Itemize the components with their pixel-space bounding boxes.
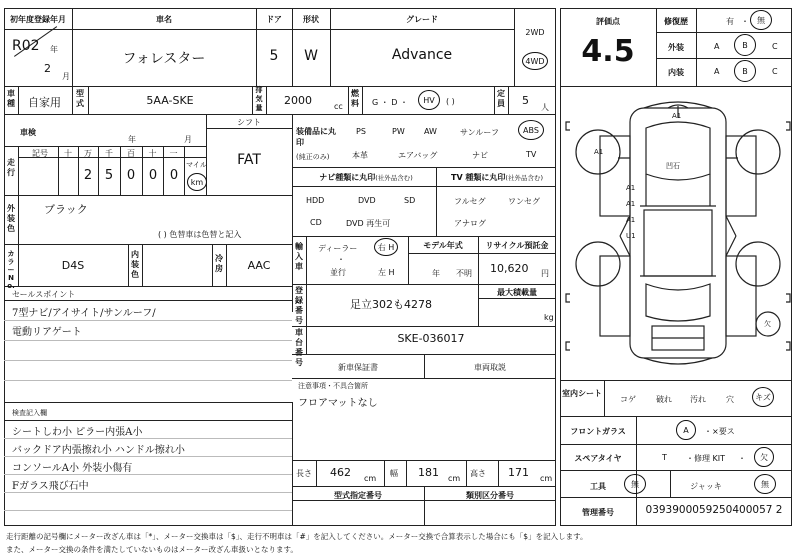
- interior-b-circled: B: [734, 60, 756, 82]
- fuel-paren: ( ): [446, 97, 455, 106]
- mark-left-front: A1: [594, 148, 604, 156]
- tools-label: 工具: [590, 482, 606, 491]
- import-dealer: ディーラー: [318, 244, 358, 253]
- capacity-value: 5: [522, 94, 529, 107]
- fuel-hv-circled: HV: [418, 90, 440, 110]
- notes-label: 注意事項・不具合箇所: [298, 382, 368, 390]
- exterior-c: C: [772, 42, 778, 51]
- inspector-note-4: Fガラス飛び石中: [12, 481, 89, 492]
- repair-no-circled: 無: [750, 10, 772, 30]
- repair-yes: 有: [726, 17, 734, 26]
- nav-dvd: DVD: [358, 196, 376, 205]
- month-unit: 月: [62, 72, 70, 81]
- room-label: 室内シート: [562, 389, 602, 398]
- category-value: 自家用: [28, 96, 61, 109]
- notes-value: フロアマットなし: [298, 398, 378, 409]
- type-cert-label: 型式指定番号: [334, 491, 382, 500]
- equip-aw: AW: [424, 127, 437, 136]
- type-label: 型式: [76, 89, 84, 108]
- grade-value: Advance: [391, 47, 453, 63]
- room-scratch-circled: キズ: [752, 387, 774, 407]
- import-parallel: 並行: [330, 268, 346, 277]
- insp-month-unit: 月: [184, 135, 192, 144]
- front-glass-x: ・×要ス: [704, 427, 735, 436]
- digit-header-0: 十: [64, 149, 72, 158]
- reg-no-value: 足立302も4278: [350, 298, 432, 311]
- first-reg-label: 初年度登録年月: [10, 15, 66, 24]
- length-unit: cm: [364, 474, 377, 483]
- color-value: ブラック: [44, 203, 88, 216]
- interior-color-label: 内装色: [131, 250, 139, 279]
- tools-none-circled: 無: [624, 474, 646, 494]
- category-label: 車種: [7, 89, 15, 108]
- equip-ps: PS: [356, 127, 366, 136]
- fuel-options: G ・ D ・: [372, 98, 408, 107]
- nav-cd: CD: [310, 218, 322, 227]
- mgmt-no: 0393900059250400057 2: [645, 504, 783, 516]
- car-damage-diagram: [560, 86, 792, 380]
- mile-label: マイル: [186, 161, 207, 169]
- color-label: 外装色: [7, 204, 15, 233]
- equip-sunroof: サンルーフ: [460, 128, 499, 137]
- length-label: 長さ: [296, 469, 312, 478]
- equip-navi: ナビ: [472, 151, 488, 160]
- mileage-digit-2: 5: [104, 168, 114, 183]
- displacement-unit: cc: [334, 102, 343, 111]
- color-no-label: カラーNo.: [7, 250, 15, 290]
- room-dirt: 汚れ: [690, 395, 706, 404]
- width-label: 幅: [390, 469, 398, 478]
- new-warranty: 新車保証書: [338, 363, 378, 372]
- equip-leather: 本革: [352, 151, 368, 160]
- shape-label: 形状: [303, 15, 319, 24]
- mark-roof: 凹石: [666, 162, 680, 170]
- fuel-label: 燃料: [351, 89, 359, 108]
- sales-point-2: 電動リアゲート: [12, 327, 82, 338]
- mileage-digit-1: 2: [83, 168, 93, 183]
- tv-fullseg: フルセグ: [454, 197, 486, 206]
- digit-header-4: 十: [148, 149, 157, 158]
- score-value: 4.5: [581, 34, 635, 69]
- mileage-digit-5: 0: [169, 168, 179, 183]
- footer-line-2: また、メーター交換の条件を満たしていないものはメーター改ざん車扱いとなります。: [6, 545, 298, 554]
- interior-label: 内装: [668, 68, 684, 77]
- model-year-label: モデル年式: [423, 241, 463, 250]
- inspector-note-2: バックドア内張擦れ小 ハンドル擦れ小: [12, 445, 185, 456]
- inspector-note-1: シートしわ小 ピラー内張A小: [12, 427, 143, 438]
- mark-left-rear: A1: [626, 216, 636, 224]
- length-value: 462: [330, 466, 351, 479]
- room-tear: 破れ: [656, 395, 672, 404]
- color-no-value: D4S: [61, 259, 85, 272]
- year-unit: 年: [50, 45, 58, 54]
- inspector-label: 検査記入欄: [12, 409, 47, 417]
- spare-missing-circled: 欠: [754, 447, 774, 467]
- reg-no-label: 登録番号: [295, 286, 303, 325]
- equipment-sub: (純正のみ): [296, 153, 330, 161]
- import-dot: ・: [337, 255, 345, 264]
- front-glass-a-circled: A: [676, 420, 696, 440]
- spare-kit: 修理 KIT: [694, 454, 726, 463]
- recycle-unit: 円: [541, 269, 549, 278]
- digit-header-2: 千: [105, 149, 113, 158]
- mgmt-label: 管理番号: [582, 508, 614, 517]
- first-reg-month: 2: [44, 62, 51, 75]
- height-value: 171: [508, 466, 529, 479]
- km-circled: km: [187, 173, 207, 191]
- footer-line-1: 走行距離の記号欄にメーター改ざん車は「*」、メーター交換車は「$」、走行不明車は「#」を記入してください。メーター交換で合算表示した場合にも「$」を記入します。: [6, 532, 588, 541]
- repair-label: 修復歴: [664, 17, 688, 26]
- exterior-a: A: [714, 42, 720, 51]
- recycle-label: リサイクル預託金: [485, 241, 549, 250]
- equipment-label: 装備品に丸印: [296, 127, 336, 147]
- cooler-label: 冷房: [215, 254, 223, 273]
- import-label: 輸入車: [295, 242, 303, 271]
- spare-t: T: [662, 453, 667, 462]
- shift-label: シフト: [237, 118, 261, 127]
- room-hole: 穴: [726, 395, 734, 404]
- grade-label: グレード: [406, 15, 438, 24]
- mark-left-quarter: U1: [626, 232, 636, 240]
- color-note: ( ) 色替車は色替と記入: [158, 230, 242, 239]
- door-value: 5: [269, 48, 279, 64]
- front-glass-label: フロントガラス: [570, 427, 626, 436]
- right-h-circled: 右 H: [374, 238, 398, 256]
- mark-front: A1: [672, 112, 682, 120]
- digit-header-3: 百: [127, 149, 135, 158]
- mark-left-door: A1: [626, 200, 636, 208]
- mileage-label: 走行: [7, 158, 15, 177]
- tv-oneseg: ワンセグ: [508, 197, 540, 206]
- nav-hdd: HDD: [306, 196, 325, 205]
- shape-value: W: [304, 48, 318, 64]
- mark-left-fender: A1: [626, 184, 636, 192]
- interior-c: C: [772, 67, 778, 76]
- capacity-unit: 人: [541, 103, 549, 112]
- interior-a: A: [714, 67, 720, 76]
- model-year-unknown: 不明: [456, 269, 472, 278]
- equip-tv: TV: [526, 150, 537, 159]
- mark-missing: 欠: [764, 320, 771, 328]
- nav-sd: SD: [404, 196, 416, 205]
- room-burn: コゲ: [620, 395, 636, 404]
- digit-header-5: 一: [169, 149, 178, 158]
- height-label: 高さ: [470, 469, 486, 478]
- cooler-value: AAC: [247, 259, 271, 272]
- tv-label: TV 種類に丸印(社外品含む): [450, 173, 543, 182]
- inspector-note-3: コンソールA小 外装小傷有: [12, 463, 133, 474]
- nav-dvd-play: DVD 再生可: [346, 219, 391, 228]
- sales-point-1: 7型ナビ/アイサイト/サンルーフ/: [12, 308, 156, 319]
- nav-label: ナビ種類に丸印(社外品含む): [319, 173, 413, 182]
- capacity-label: 定員: [497, 89, 505, 108]
- displacement-value: 2000: [284, 94, 312, 107]
- jack-label: ジャッキ: [690, 482, 722, 491]
- equip-abs-circled: ABS: [518, 120, 544, 140]
- first-reg-year: R02: [12, 38, 40, 54]
- drive-4wd-circled: 4WD: [522, 52, 548, 70]
- left-h: 左 H: [378, 268, 395, 277]
- insp-year-unit: 年: [128, 135, 136, 144]
- chassis-value: SKE-036017: [397, 332, 465, 345]
- equip-pw: PW: [392, 127, 405, 136]
- displacement-label: 排気量: [255, 86, 263, 112]
- chassis-label: 車台番号: [295, 328, 303, 367]
- inspection-label: 車検: [20, 128, 36, 137]
- max-load-unit: kg: [544, 313, 554, 322]
- manual: 車両取説: [474, 363, 506, 372]
- exterior-b-circled: B: [734, 34, 756, 56]
- shift-value: FAT: [237, 152, 261, 168]
- sales-label: セールスポイント: [12, 290, 76, 299]
- model-name: フォレスター: [122, 51, 206, 67]
- type-value: 5AA-SKE: [146, 94, 194, 107]
- height-unit: cm: [540, 474, 553, 483]
- digit-header-1: 万: [84, 149, 92, 158]
- tv-analog: アナログ: [454, 219, 486, 228]
- spare-dot-1: ・: [686, 454, 694, 463]
- jack-none-circled: 無: [754, 474, 776, 494]
- repair-sep: ・: [741, 17, 749, 26]
- width-unit: cm: [448, 474, 461, 483]
- equip-airbag: エアバッグ: [398, 151, 438, 160]
- width-value: 181: [418, 466, 439, 479]
- spare-dot-2: ・: [738, 454, 746, 463]
- mileage-digit-4: 0: [148, 168, 158, 183]
- model-year-unit: 年: [432, 269, 440, 278]
- door-label: ドア: [266, 15, 282, 24]
- drive-2wd: 2WD: [525, 28, 545, 37]
- exterior-label: 外装: [668, 43, 684, 52]
- mileage-mark-label: 記号: [32, 149, 48, 158]
- spare-label: スペアタイヤ: [574, 454, 622, 463]
- model-name-label: 車名: [156, 15, 172, 24]
- score-label: 評価点: [596, 17, 620, 26]
- max-load-label: 最大積載量: [497, 288, 537, 297]
- mileage-digit-3: 0: [126, 168, 136, 183]
- recycle-value: 10,620: [490, 262, 529, 275]
- class-label: 類別区分番号: [466, 491, 514, 500]
